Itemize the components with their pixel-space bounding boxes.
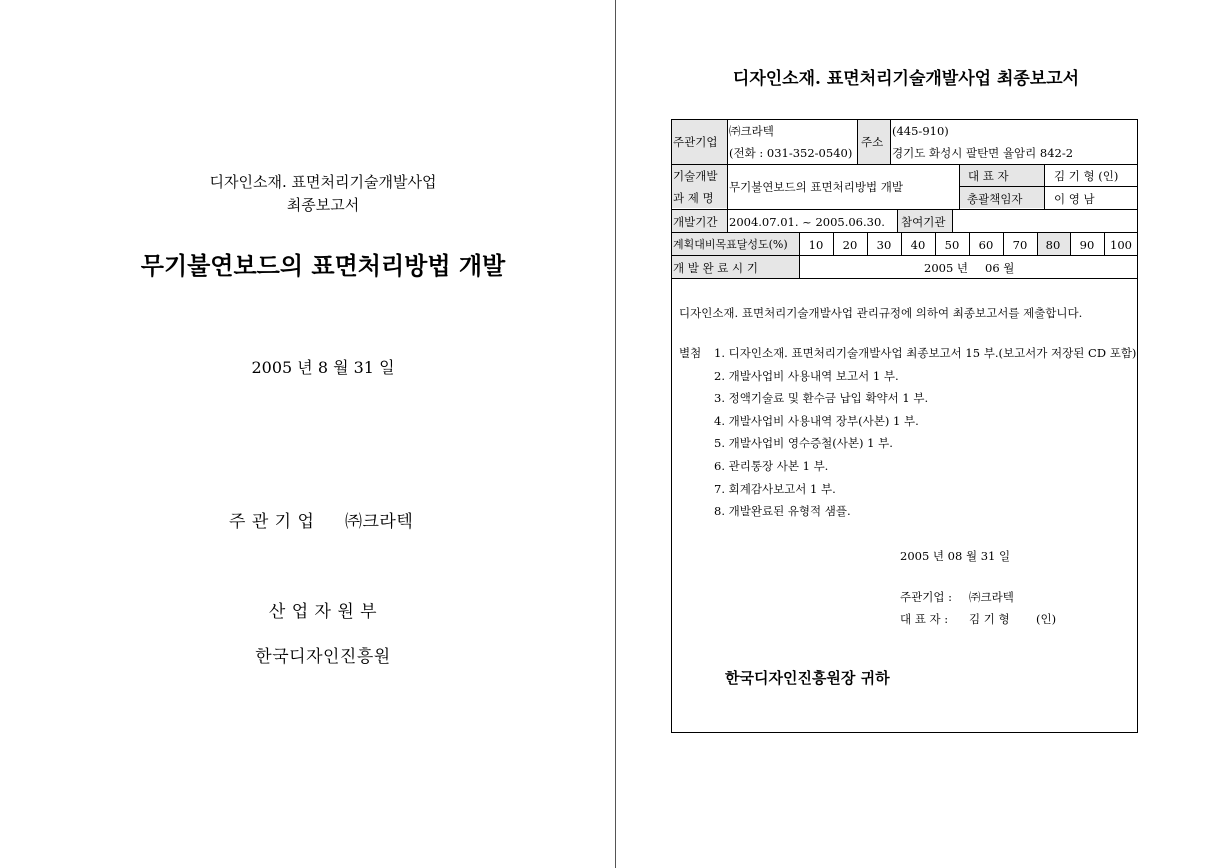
cover-date: 2005 년 8 월 31 일 xyxy=(251,358,395,377)
manager-label: 총괄책임자 xyxy=(967,192,1023,206)
achievement-option: 60 xyxy=(978,238,994,252)
cover-title: 무기불연보드의 표면처리방법 개발 xyxy=(140,251,506,280)
attachment-item: 8. 개발완료된 유형적 샘플. xyxy=(714,504,851,518)
achievement-option: 10 xyxy=(808,238,824,252)
company-phone: (전화 : 031-352-0540) xyxy=(729,146,853,160)
attachment-label: 별첨 xyxy=(679,346,702,360)
submission-statement: 디자인소재. 표면처리기술개발사업 관리규정에 의하여 최종보고서를 제출합니다. xyxy=(679,306,1083,320)
completion-month: 06 월 xyxy=(985,261,1015,275)
page-divider xyxy=(615,0,616,868)
attachment-item: 3. 정액기술료 및 환수금 납입 확약서 1 부. xyxy=(714,391,929,405)
lead-company-label: 주관기업 xyxy=(673,135,718,149)
achievement-option: 40 xyxy=(910,238,926,252)
representative-label: 대 표 자 xyxy=(968,169,1009,183)
submission-form xyxy=(671,119,1138,733)
address-value: 경기도 화성시 팔탄면 율암리 842-2 xyxy=(892,146,1074,160)
project-label-line2: 과 제 명 xyxy=(673,191,714,205)
seal-mark: (인) xyxy=(1036,612,1057,626)
cover-lead-company: ㈜크라텍 xyxy=(345,512,414,532)
period-label: 개발기간 xyxy=(673,215,718,229)
representative-value: 김 기 형 (인) xyxy=(1054,169,1119,183)
achievement-option: 30 xyxy=(876,238,892,252)
cover-agency: 한국디자인진흥원 xyxy=(255,647,391,667)
completion-year: 2005 년 xyxy=(924,261,969,275)
project-label-line1: 기술개발 xyxy=(673,169,718,183)
achievement-option: 50 xyxy=(944,238,960,252)
form-page-title: 디자인소재. 표면처리기술개발사업 최종보고서 xyxy=(732,69,1080,89)
attachment-item: 5. 개발사업비 영수증철(사본) 1 부. xyxy=(714,436,893,450)
achievement-option-selected: 80 xyxy=(1045,238,1061,252)
recipient-line: 한국디자인진흥원장 귀하 xyxy=(725,669,890,687)
manager-value: 이 영 남 xyxy=(1054,192,1095,206)
signature-representative: 김 기 형 xyxy=(969,612,1010,626)
program-name: 디자인소재. 표면처리기술개발사업 xyxy=(209,173,437,191)
achievement-option: 90 xyxy=(1079,238,1095,252)
project-name: 무기불연보드의 표면처리방법 개발 xyxy=(729,180,903,194)
lead-company-value: ㈜크라텍 xyxy=(729,124,774,138)
signature-representative-label: 대 표 자 : xyxy=(900,612,949,626)
achievement-label: 계획대비목표달성도(%) xyxy=(673,238,788,251)
postal-code: (445-910) xyxy=(892,124,949,138)
achievement-option: 20 xyxy=(842,238,858,252)
period-value: 2004.07.01. ~ 2005.06.30. xyxy=(729,215,885,229)
completion-label: 개 발 완 료 시 기 xyxy=(673,261,758,275)
signature-company: ㈜크라텍 xyxy=(969,590,1014,604)
cover-lead-company-label: 주 관 기 업 xyxy=(229,512,315,532)
attachment-item: 7. 회계감사보고서 1 부. xyxy=(714,482,836,496)
report-type: 최종보고서 xyxy=(286,196,360,214)
attachment-item: 1. 디자인소재. 표면처리기술개발사업 최종보고서 15 부.(보고서가 저장된 CD 포함) xyxy=(714,346,1137,360)
participant-label: 참여기관 xyxy=(901,215,946,229)
cover-ministry: 산 업 자 원 부 xyxy=(268,602,378,622)
attachment-item: 4. 개발사업비 사용내역 장부(사본) 1 부. xyxy=(714,414,919,428)
attachment-item: 6. 관리통장 사본 1 부. xyxy=(714,459,829,473)
submission-date: 2005 년 08 월 31 일 xyxy=(900,549,1011,563)
achievement-option: 70 xyxy=(1012,238,1028,252)
signature-company-label: 주관기업 : xyxy=(900,590,952,604)
achievement-option: 100 xyxy=(1110,238,1132,252)
address-label: 주소 xyxy=(861,135,884,149)
attachment-item: 2. 개발사업비 사용내역 보고서 1 부. xyxy=(714,369,899,383)
